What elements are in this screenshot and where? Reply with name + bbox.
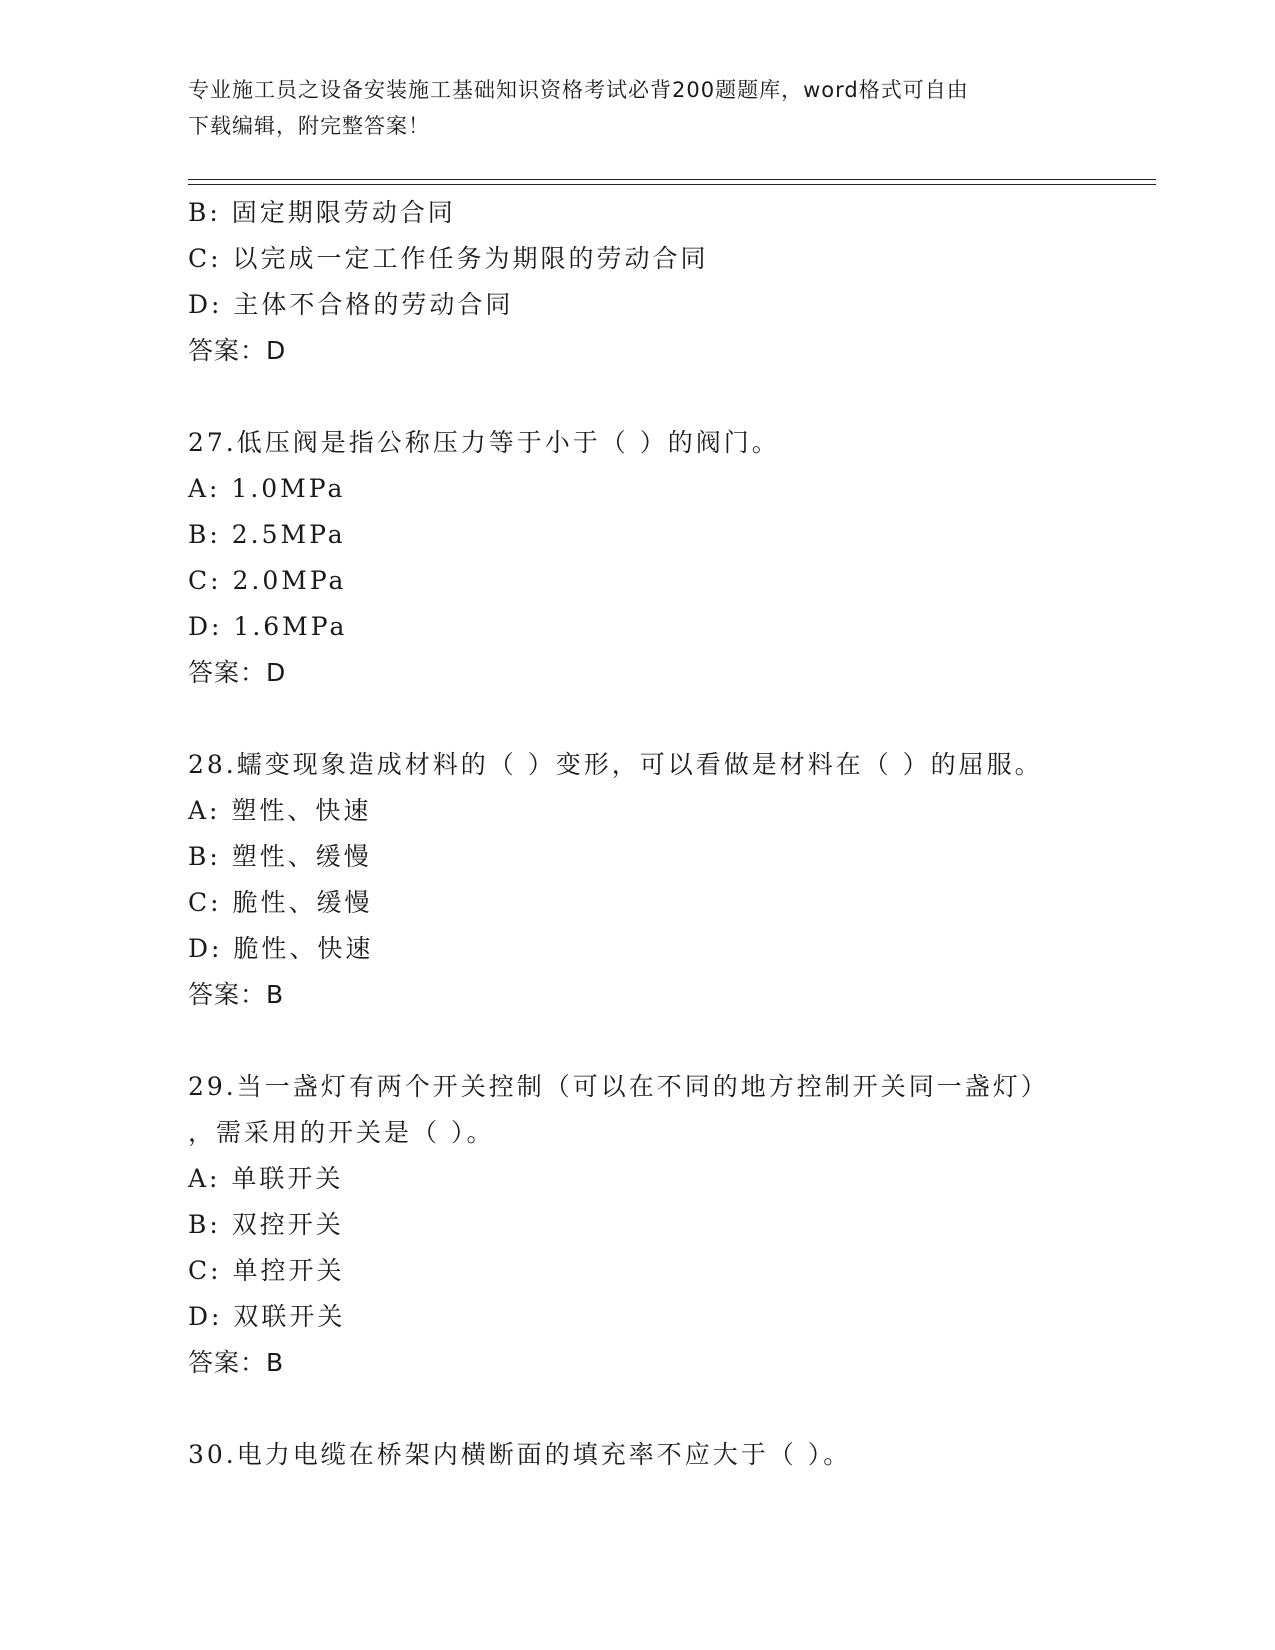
header-line-2: 下载编辑，附完整答案！ (188, 114, 430, 138)
question-28 (188, 742, 1148, 1018)
option-d: D: 脆性、快速 (188, 934, 374, 963)
answer: 答案：D (188, 336, 287, 365)
question-29 (188, 1064, 1148, 1386)
question-title: 30.电力电缆在桥架内横断面的填充率不应大于（ ）。 (188, 1440, 852, 1469)
spacer (188, 1386, 1148, 1432)
option-c: C: 2.0MPa (188, 566, 347, 595)
document-header (188, 72, 1088, 144)
option-b: B: 双控开关 (188, 1210, 344, 1239)
option-d: D: 双联开关 (188, 1302, 346, 1331)
option-c: C: 单控开关 (188, 1256, 345, 1285)
header-divider-bottom (188, 184, 1156, 185)
option-a: A: 塑性、快速 (188, 796, 372, 825)
option-c: C: 以完成一定工作任务为期限的劳动合同 (188, 244, 709, 273)
option-d: D: 1.6MPa (188, 612, 348, 641)
question-30 (188, 1432, 1148, 1478)
spacer (188, 374, 1148, 420)
question-title: 28.蠕变现象造成材料的（ ）变形，可以看做是材料在（ ）的屈服。 (188, 750, 1043, 779)
option-c: C: 脆性、缓慢 (188, 888, 373, 917)
answer: 答案：B (188, 1348, 285, 1377)
question-26-tail (188, 190, 1148, 374)
header-divider-top (188, 179, 1156, 180)
option-a: A: 单联开关 (188, 1164, 344, 1193)
question-27 (188, 420, 1148, 696)
answer: 答案：D (188, 658, 287, 687)
option-b: B: 塑性、缓慢 (188, 842, 372, 871)
option-a: A: 1.0MPa (188, 474, 346, 503)
question-title-line-2: ，需采用的开关是（ ）。 (188, 1118, 495, 1147)
option-b: B: 2.5MPa (188, 520, 346, 549)
question-title: 27.低压阀是指公称压力等于小于（ ）的阀门。 (188, 428, 780, 457)
header-line-1: 专业施工员之设备安装施工基础知识资格考试必背200题题库，word格式可自由 (188, 78, 969, 102)
answer: 答案：B (188, 980, 285, 1009)
option-d: D: 主体不合格的劳动合同 (188, 290, 514, 319)
option-b: B: 固定期限劳动合同 (188, 198, 456, 227)
question-title-line-1: 29.当一盏灯有两个开关控制（可以在不同的地方控制开关同一盏灯） (188, 1072, 1049, 1101)
spacer (188, 696, 1148, 742)
question-list (188, 190, 1148, 1478)
spacer (188, 1018, 1148, 1064)
